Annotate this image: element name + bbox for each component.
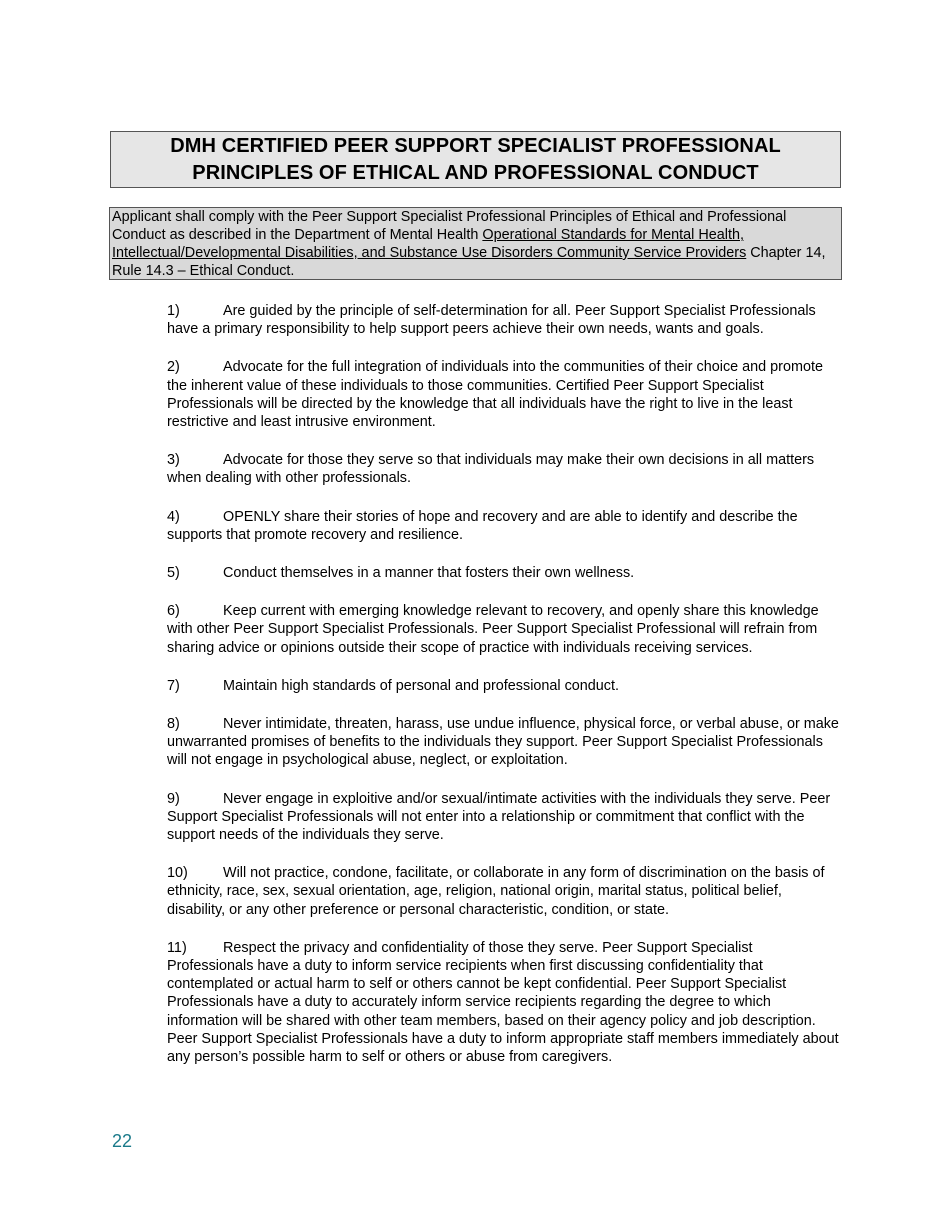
item-number: 4)	[167, 508, 180, 525]
list-item	[167, 715, 839, 770]
item-text: Keep current with emerging knowledge relevant to recovery, and openly share this knowledge with other Peer Support Specialist Professionals. Peer Support Specialist Professional will refrain from sharing advice or opinions outside their scope of practice with individuals receiving services.	[167, 603, 819, 656]
item-text: Never intimidate, threaten, harass, use undue influence, physical force, or verbal abuse, or make unwarranted promises of benefits to the individuals they support. Peer Support Specialist Professionals will not engage in psychological abuse, neglect, or exploitation.	[167, 716, 839, 769]
title-line-2: PRINCIPLES OF ETHICAL AND PROFESSIONAL CONDUCT	[192, 161, 759, 184]
list-item	[167, 864, 839, 919]
intro-box	[109, 207, 842, 280]
item-number: 1)	[167, 303, 180, 319]
item-number: 8)	[167, 716, 180, 733]
item-number: 7)	[167, 677, 180, 694]
item-text: Advocate for the full integration of individuals into the communities of their choice and promote the inherent value of these individuals to those communities. Certified Peer Support Specialist Professionals will be directed by the knowledge that all individuals have the right to live in the least restrictive and least intrusive environment.	[167, 359, 823, 431]
operational-standards-reference: Operational Standards for Mental Health, Intellectual/Developmental Disabilities, and Substance Use Disorders Community Service Providers	[112, 227, 747, 261]
item-text: Respect the privacy and confidentiality of those they serve. Peer Support Specialist Professionals have a duty to inform service recipients when first discussing confidentiality that contemplated or actual harm to self or others cannot be kept confidential. Peer Support Specialist Professionals have a duty to accurately inform service recipients regarding the degree to which information will be shared with other team members, based on their agency policy and job description. Peer Support Specialist Professionals have a duty to inform appropriate staff members immediately about any person’s possible harm to self or others or abuse from caregivers.	[167, 939, 839, 1066]
item-text: Advocate for those they serve so that individuals may make their own decisions in all matters when dealing with other professionals.	[167, 452, 815, 487]
title-line-1: DMH CERTIFIED PEER SUPPORT SPECIALIST PROFESSIONAL	[170, 134, 781, 157]
item-text: Are guided by the principle of self-determination for all. Peer Support Specialist Professionals have a primary responsibility to help support peers achieve their own needs, wants and goals.	[167, 303, 816, 338]
item-number: 3)	[167, 452, 180, 469]
list-item	[167, 564, 839, 582]
list-item	[167, 677, 839, 695]
item-text: Will not practice, condone, facilitate, or collaborate in any form of discrimination on the basis of ethnicity, race, sex, sexual orientation, age, religion, national origin, marital status, political belief, disability, or any other preference or personal characteristic, condition, or state.	[167, 865, 825, 918]
intro-text: Applicant shall comply with the Peer Support Specialist Professional Principles of Ethical and Professional Conduct as described in the Department of Mental Health	[112, 209, 787, 243]
page-number: 22	[112, 1131, 133, 1151]
list-item	[167, 939, 839, 1066]
list-item	[167, 358, 839, 431]
list-item	[167, 602, 839, 657]
item-number: 11)	[167, 939, 187, 956]
item-text: Never engage in exploitive and/or sexual/intimate activities with the individuals they serve. Peer Support Specialist Professionals will not enter into a relationship or commitment that conflict with the support needs of the individuals they serve.	[167, 790, 831, 844]
item-number: 10)	[167, 865, 188, 882]
list-item	[167, 451, 839, 487]
item-text: Conduct themselves in a manner that fosters their own wellness.	[223, 565, 635, 582]
item-text: Maintain high standards of personal and professional conduct.	[223, 677, 619, 694]
list-item	[167, 302, 839, 338]
item-number: 6)	[167, 603, 180, 620]
item-number: 2)	[167, 359, 180, 376]
document-title-box	[110, 131, 841, 188]
item-number: 5)	[167, 565, 180, 582]
item-number: 9)	[167, 790, 180, 807]
item-text: OPENLY share their stories of hope and recovery and are able to identify and describe the supports that promote recovery and resilience.	[167, 508, 798, 543]
list-item	[167, 508, 839, 544]
list-item	[167, 790, 839, 845]
intro-text-end: Chapter 14, Rule 14.3 – Ethical Conduct.	[112, 245, 826, 279]
principles-list	[167, 302, 839, 1086]
